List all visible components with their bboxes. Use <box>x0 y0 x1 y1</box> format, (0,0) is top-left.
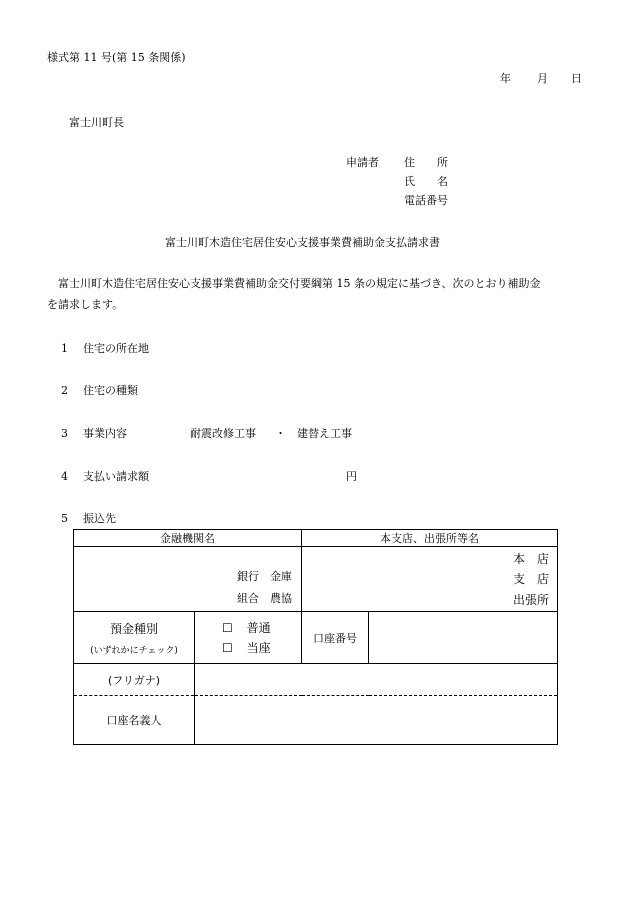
account-number-label: 口座番号 <box>302 612 369 664</box>
item-1-label: 住宅の所在地 <box>83 342 149 355</box>
applicant-label: 申請者 <box>346 156 379 169</box>
furigana-field[interactable] <box>195 664 558 696</box>
deposit-current-option[interactable] <box>222 638 301 658</box>
deposit-ordinary-option[interactable] <box>222 618 301 638</box>
amount-unit: 円 <box>346 470 357 483</box>
checkbox-ordinary-icon[interactable]: ☐ <box>222 620 233 635</box>
account-number-field[interactable] <box>369 612 558 664</box>
work-option-seismic-retrofit[interactable]: 耐震改修工事 <box>190 427 256 440</box>
branch-type-office[interactable]: 出張所 <box>512 593 549 607</box>
work-option-rebuild[interactable]: 建替え工事 <box>297 427 352 440</box>
deposit-type-label: 預金種別 <box>109 621 158 636</box>
body-text-line1: 富士川町木造住宅居住安心支援事業費補助金交付要綱第 15 条の規定に基づき、次のとおり補助金 <box>58 277 541 290</box>
item-5-number: 5 <box>61 512 68 525</box>
account-holder-label: 口座名義人 <box>74 696 195 745</box>
work-option-separator: ・ <box>275 427 286 440</box>
item-3-label: 事業内容 <box>83 427 127 440</box>
ordinary-label: 普通 <box>246 620 271 635</box>
document-title: 富士川町木造住宅居住安心支援事業費補助金支払請求書 <box>165 236 440 249</box>
item-5-label: 振込先 <box>83 512 116 525</box>
deposit-type-options <box>195 612 302 664</box>
deposit-type-label-cell <box>74 612 195 664</box>
bank-transfer-table <box>73 529 558 745</box>
header-branch: 本支店、出張所等名 <box>302 530 558 547</box>
form-number: 様式第 11 号(第 15 条関係) <box>47 51 186 64</box>
body-text-line2: を請求します。 <box>47 298 124 311</box>
branch-type-sub[interactable]: 支 店 <box>512 572 549 586</box>
item-4-label: 支払い請求額 <box>83 470 149 483</box>
current-label: 当座 <box>246 640 271 655</box>
furigana-label: (フリガナ) <box>74 664 195 696</box>
account-holder-field[interactable] <box>195 696 558 745</box>
applicant-address-label: 住 所 <box>404 156 448 169</box>
branch-name-field[interactable] <box>302 547 558 612</box>
institution-type-kumiai-nokyo[interactable]: 組合 農協 <box>237 592 292 605</box>
branch-type-main[interactable]: 本 店 <box>512 552 549 566</box>
item-2-number: 2 <box>61 384 68 397</box>
date-year: 年 <box>500 72 511 85</box>
date-month: 月 <box>537 72 548 85</box>
institution-name-field[interactable] <box>74 547 302 612</box>
header-institution: 金融機関名 <box>74 530 302 547</box>
checkbox-current-icon[interactable]: ☐ <box>222 640 233 655</box>
applicant-name-label: 氏 名 <box>404 175 448 188</box>
deposit-type-note: (いずれかにチェック) <box>90 645 178 656</box>
item-4-number: 4 <box>61 470 68 483</box>
applicant-phone-label: 電話番号 <box>404 194 448 207</box>
item-1-number: 1 <box>61 342 68 355</box>
addressee: 富士川町長 <box>69 116 124 129</box>
institution-type-bank-kinko[interactable]: 銀行 金庫 <box>237 570 292 583</box>
item-2-label: 住宅の種類 <box>83 384 138 397</box>
date-day: 日 <box>571 72 582 85</box>
item-3-number: 3 <box>61 427 68 440</box>
